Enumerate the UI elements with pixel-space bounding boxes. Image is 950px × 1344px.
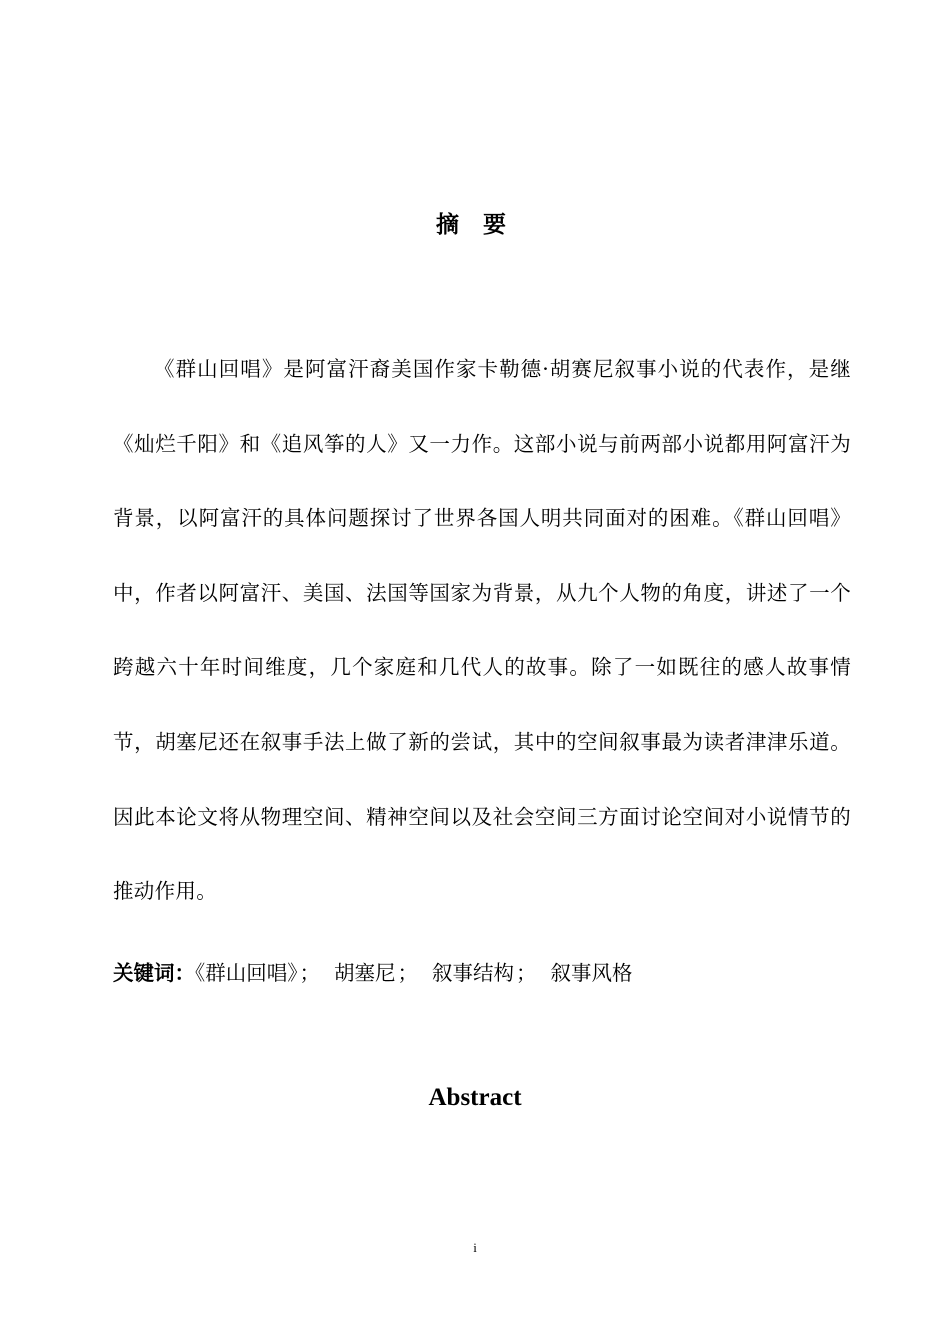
keyword-item: 叙事结构 <box>432 961 514 985</box>
chinese-abstract-title: 摘 要 <box>435 212 514 238</box>
keyword-separator: ； <box>516 961 537 985</box>
keyword-separator: ； <box>299 961 320 985</box>
keywords-label: 关键词： <box>113 961 195 985</box>
english-abstract-title: Abstract <box>428 1084 522 1111</box>
keyword-separator: ； <box>397 961 418 985</box>
keyword-item: 《群山回唱》 <box>195 961 298 985</box>
page-number: i <box>473 1240 477 1255</box>
keyword-item: 胡塞尼 <box>334 961 396 985</box>
keywords-line <box>113 956 851 990</box>
chinese-abstract-paragraph: 《群山回唱》是阿富汗裔美国作家卡勒德·胡赛尼叙事小说的代表作，是继《灿烂千阳》和《追风筝的人》又一力作。这部小说与前两部小说都用阿富汗为背景，以阿富汗的具体问题探讨了世界各国人明共同面对的困难。《群山回唱》中，作者以阿富汗、美国、法国等国家为背景，从九个人物的角度，讲述了一个跨越六十年时间维度，几个家庭和几代人的故事。除了一如既往的感人故事情节，胡塞尼还在叙事手法上做了新的尝试，其中的空间叙事最为读者津津乐道。因此本论文将从物理空间、精神空间以及社会空间三方面讨论空间对小说情节的推动作用。 <box>113 357 851 904</box>
keyword-item: 叙事风格 <box>550 961 633 985</box>
